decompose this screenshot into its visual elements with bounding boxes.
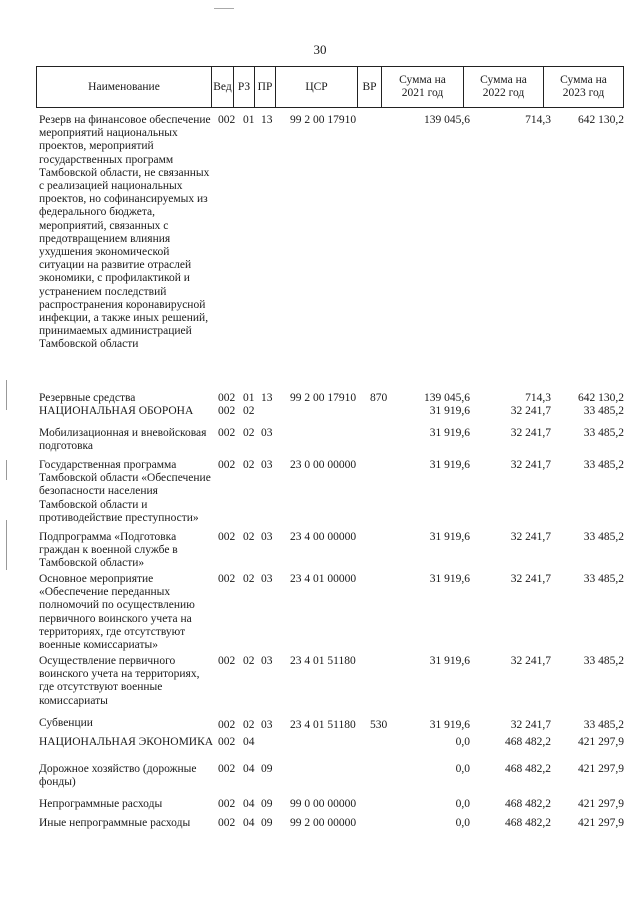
header-sum-2022: Сумма на 2022 год	[464, 67, 544, 107]
row-sum-2022: 468 482,2	[505, 817, 551, 829]
row-sum-2021: 31 919,6	[429, 427, 470, 439]
row-sum-2022: 32 241,7	[510, 405, 551, 417]
row-ved: 002	[218, 459, 236, 471]
header-vr: ВР	[358, 67, 382, 107]
row-ved: 002	[218, 573, 236, 585]
row-csr: 99 0 00 00000	[290, 798, 357, 810]
row-sum-2023: 642 130,2	[578, 114, 624, 126]
scan-margin-mark	[6, 520, 7, 570]
row-csr: 23 4 01 00000	[290, 573, 357, 585]
scan-margin-mark	[6, 380, 7, 410]
header-rz: РЗ	[234, 67, 255, 107]
row-sum-2021: 31 919,6	[429, 655, 470, 667]
row-name: Дорожное хозяйство (дорожные фонды)	[39, 763, 197, 789]
row-sum-2023: 421 297,9	[578, 763, 624, 775]
row-sum-2021: 0,0	[455, 817, 470, 829]
row-ved: 002	[218, 531, 236, 543]
row-ved: 002	[218, 655, 236, 667]
row-ved: 002	[218, 719, 236, 731]
row-rz: 02	[243, 719, 255, 731]
row-ved: 002	[218, 392, 236, 404]
row-sum-2022: 32 241,7	[510, 573, 551, 585]
row-rz: 04	[243, 798, 255, 810]
row-pr: 09	[261, 798, 273, 810]
row-ved: 002	[218, 405, 236, 417]
row-sum-2021: 31 919,6	[429, 719, 470, 731]
row-pr: 03	[261, 459, 273, 471]
row-sum-2021: 0,0	[455, 736, 470, 748]
row-name: Мобилизационная и вневойсковая подготовка	[39, 427, 207, 453]
row-name: НАЦИОНАЛЬНАЯ ЭКОНОМИКА	[39, 736, 214, 748]
row-name: Резервные средства	[39, 392, 136, 404]
row-sum-2023: 33 485,2	[583, 655, 624, 667]
row-sum-2022: 468 482,2	[505, 763, 551, 775]
row-ved: 002	[218, 427, 236, 439]
row-sum-2021: 31 919,6	[429, 405, 470, 417]
row-sum-2022: 32 241,7	[510, 719, 551, 731]
row-name: Основное мероприятие «Обеспечение переданных полномочий по осуществлению первичного воинского учета на территориях, где отсутствуют военные комиссариаты»	[39, 573, 195, 652]
row-name: Иные непрограммные расходы	[39, 817, 191, 829]
row-sum-2023: 33 485,2	[583, 531, 624, 543]
row-csr: 99 2 00 17910	[290, 392, 357, 404]
row-csr: 99 2 00 00000	[290, 817, 357, 829]
row-sum-2023: 33 485,2	[583, 459, 624, 471]
row-sum-2022: 32 241,7	[510, 459, 551, 471]
row-sum-2022: 714,3	[525, 114, 551, 126]
row-ved: 002	[218, 736, 236, 748]
row-rz: 02	[243, 573, 255, 585]
row-name: НАЦИОНАЛЬНАЯ ОБОРОНА	[39, 405, 194, 417]
row-rz: 01	[243, 392, 255, 404]
row-name: Субвенции	[39, 717, 93, 729]
row-csr: 23 0 00 00000	[290, 459, 357, 471]
row-sum-2022: 32 241,7	[510, 655, 551, 667]
row-sum-2023: 642 130,2	[578, 392, 624, 404]
row-sum-2021: 0,0	[455, 763, 470, 775]
row-rz: 02	[243, 427, 255, 439]
row-pr: 03	[261, 427, 273, 439]
row-sum-2022: 468 482,2	[505, 798, 551, 810]
row-pr: 03	[261, 531, 273, 543]
row-rz: 02	[243, 655, 255, 667]
row-csr: 99 2 00 17910	[290, 114, 357, 126]
row-pr: 03	[261, 573, 273, 585]
row-sum-2022: 468 482,2	[505, 736, 551, 748]
row-csr: 23 4 00 00000	[290, 531, 357, 543]
row-ved: 002	[218, 817, 236, 829]
header-ved: Вед	[212, 67, 234, 107]
header-pr: ПР	[255, 67, 276, 107]
row-rz: 01	[243, 114, 255, 126]
row-sum-2022: 32 241,7	[510, 531, 551, 543]
row-name: Подпрограмма «Подготовка граждан к военной службе в Тамбовской области»	[39, 531, 178, 570]
header-sum-2023: Сумма на 2023 год	[560, 74, 607, 99]
row-sum-2021: 0,0	[455, 798, 470, 810]
page-number: 30	[313, 42, 327, 57]
row-ved: 002	[218, 763, 236, 775]
row-csr: 23 4 01 51180	[290, 655, 356, 667]
row-rz: 02	[243, 531, 255, 543]
row-name: Государственная программа Тамбовской области «Обеспечение безопасности населения Тамбовской области и противодействие преступности»	[39, 459, 211, 524]
row-name: Резерв на финансовое обеспечение мероприятий национальных проектов, мероприятий государственных программ Тамбовской области, не связанных с реализацией национальных проектов, но софинансируемых из федерального бюджета, мероприятий, связанных с предотвращением влияния ухудшения экономической ситуации на развитие отраслей экономики, с профилактикой и устранением последствий распространения коронавирусной инфекции, а также иных решений, принимаемых администрацией Тамбовской области	[39, 114, 211, 351]
row-pr: 03	[261, 719, 273, 731]
row-sum-2021: 139 045,6	[424, 392, 470, 404]
header-csr: ЦСР	[276, 67, 358, 107]
row-ved: 002	[218, 114, 236, 126]
row-sum-2023: 33 485,2	[583, 719, 624, 731]
row-sum-2023: 421 297,9	[578, 817, 624, 829]
row-sum-2021: 31 919,6	[429, 573, 470, 585]
row-sum-2021: 139 045,6	[424, 114, 470, 126]
row-sum-2023: 421 297,9	[578, 736, 624, 748]
header-sum-2021: Сумма на 2021 год	[382, 67, 464, 107]
row-sum-2023: 421 297,9	[578, 798, 624, 810]
row-rz: 04	[243, 817, 255, 829]
row-pr: 03	[261, 655, 273, 667]
row-pr: 09	[261, 763, 273, 775]
table-header	[36, 66, 624, 108]
row-sum-2022: 714,3	[525, 392, 551, 404]
row-name: Осуществление первичного воинского учета на территориях, где отсутствуют военные комиссариаты	[39, 655, 200, 707]
scan-margin-mark	[6, 460, 7, 480]
row-pr: 13	[261, 114, 273, 126]
row-ved: 002	[218, 798, 236, 810]
row-csr: 23 4 01 51180	[290, 719, 356, 731]
row-rz: 02	[243, 405, 255, 417]
row-sum-2023: 33 485,2	[583, 573, 624, 585]
row-pr: 13	[261, 392, 273, 404]
row-sum-2021: 31 919,6	[429, 531, 470, 543]
row-sum-2023: 33 485,2	[583, 405, 624, 417]
row-rz: 04	[243, 736, 255, 748]
header-name: Наименование	[37, 67, 212, 107]
row-sum-2021: 31 919,6	[429, 459, 470, 471]
row-rz: 02	[243, 459, 255, 471]
row-vr: 870	[370, 392, 388, 404]
row-sum-2023: 33 485,2	[583, 427, 624, 439]
row-pr: 09	[261, 817, 273, 829]
row-name: Непрограммные расходы	[39, 798, 163, 810]
scan-mark	[214, 8, 234, 9]
row-sum-2022: 32 241,7	[510, 427, 551, 439]
row-vr: 530	[370, 719, 388, 731]
row-rz: 04	[243, 763, 255, 775]
